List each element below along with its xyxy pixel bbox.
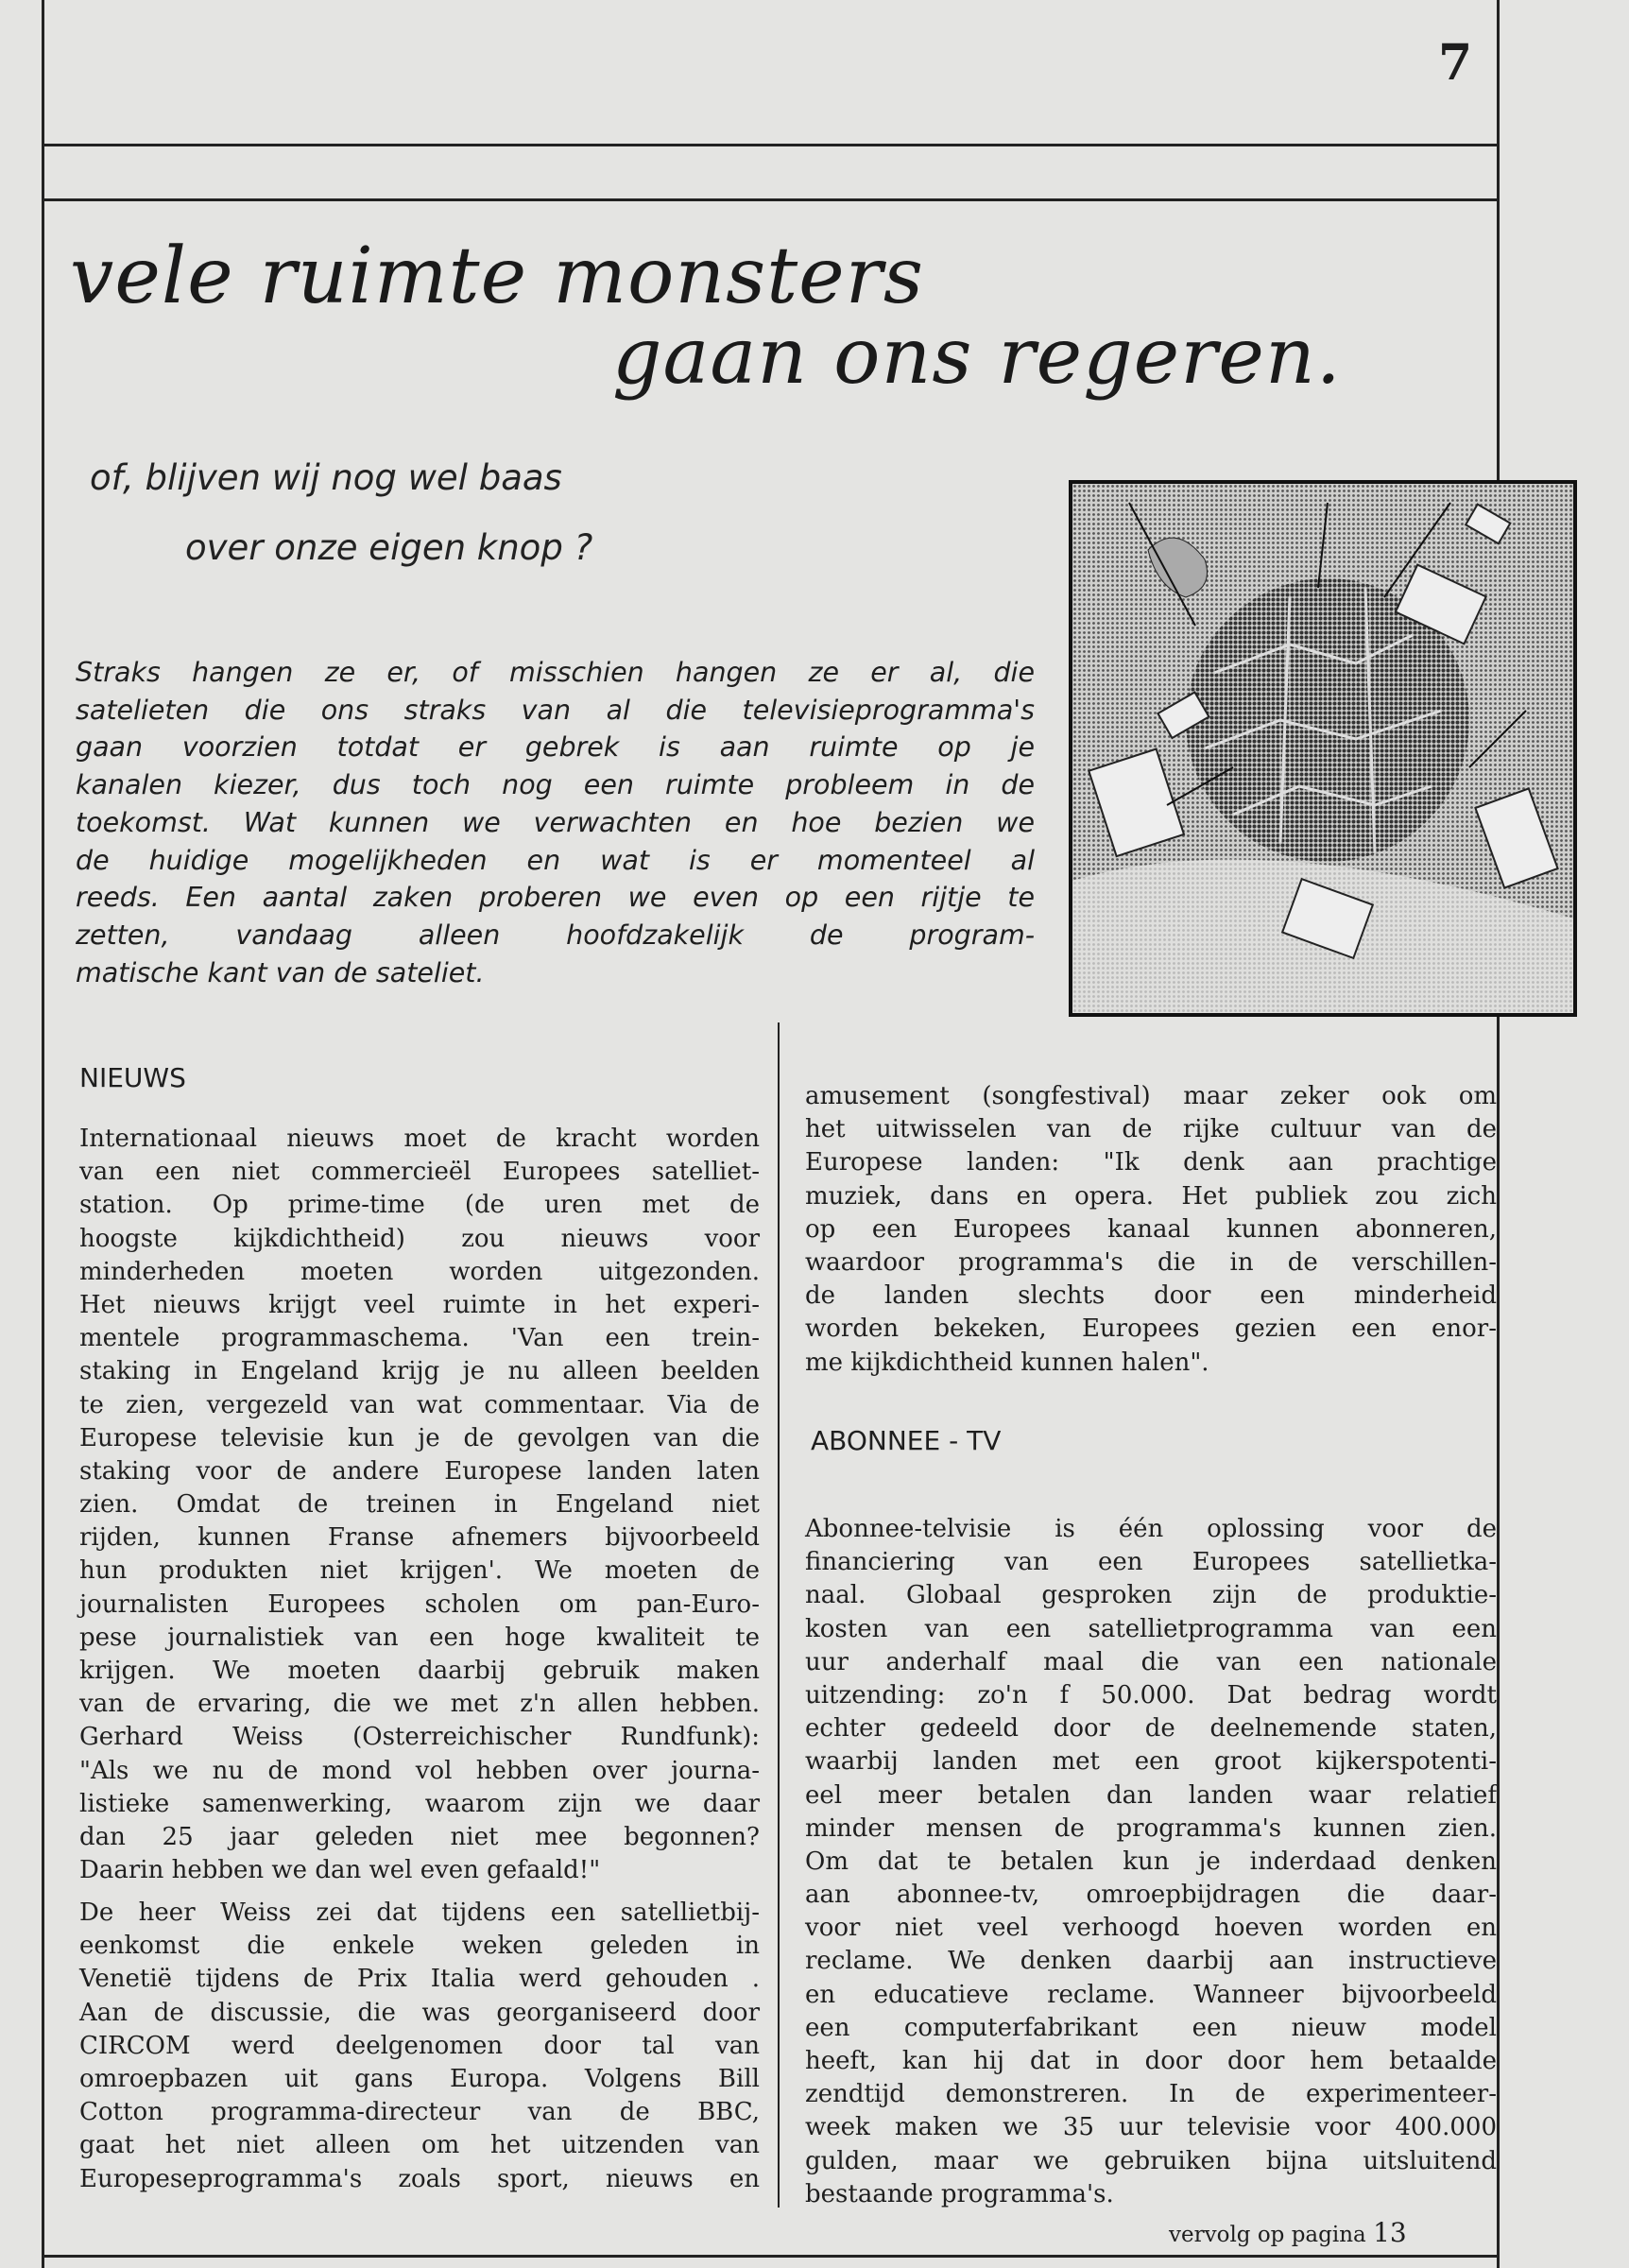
subtitle-line-2: over onze eigen knop ?: [185, 527, 593, 568]
text-line: de landen slechts door een minderheid: [805, 1281, 1497, 1311]
text-line: een computerfabrikant een nieuw model: [805, 2013, 1497, 2042]
text-line: op een Europees kanaal kunnen abonneren,: [805, 1214, 1497, 1244]
text-line: voor niet veel verhoogd hoeven worden en: [805, 1914, 1497, 1943]
continued-label: vervolg op pagina: [1169, 2223, 1366, 2247]
text-line: Europeseprogramma's zoals sport, nieuws en: [79, 2164, 760, 2193]
text-line: naal. Globaal gesproken zijn de produktie-: [805, 1581, 1497, 1610]
text-line: kosten van een satellietprogramma van een: [805, 1614, 1497, 1643]
header-rule-bottom: [42, 198, 1500, 201]
text-line: het uitwisselen van de rijke cultuur van de: [805, 1115, 1497, 1144]
text-line: satelieten die ons straks van al die televisieprogramma's: [76, 694, 1035, 726]
text-line: week maken we 35 uur televisie voor 400.000: [805, 2113, 1497, 2142]
text-line: De heer Weiss zei dat tijdens een satellietbij-: [79, 1899, 760, 1927]
page-border-bottom: [42, 2255, 1500, 2258]
text-line: listieke samenwerking, waarom zijn we daar: [79, 1789, 760, 1818]
continued-note: [1169, 2217, 1407, 2248]
text-line: amusement (songfestival) maar zeker ook om: [805, 1082, 1497, 1110]
text-line: de huidige mogelijkheden en wat is er momenteel al: [76, 844, 1035, 876]
text-line: Cotton programma-directeur van de BBC,: [79, 2098, 760, 2127]
headline-line-1: vele ruimte monsters: [70, 232, 924, 321]
text-line: station. Op prime-time (de uren met de: [79, 1191, 760, 1220]
text-line: rijden, kunnen Franse afnemers bijvoorbeeld: [79, 1523, 760, 1553]
text-line: en educatieve reclame. Wanneer bijvoorbeeld: [805, 1980, 1497, 2009]
text-line: uur anderhalf maal die van een nationale: [805, 1647, 1497, 1676]
text-line: gaat het niet alleen om het uitzenden van: [79, 2131, 760, 2160]
page-border-right: [1497, 0, 1500, 2268]
text-line: waardoor programma's die in de verschillen-: [805, 1247, 1497, 1277]
page-border-left: [42, 0, 44, 2268]
text-line: CIRCOM werd deelgenomen door tal van: [79, 2031, 760, 2060]
text-line: krijgen. We moeten daarbij gebruik maken: [79, 1657, 760, 1685]
text-line: staking in Engeland krijg je nu alleen beelden: [79, 1357, 760, 1386]
text-line: mentele programmaschema. 'Van een trein-: [79, 1324, 760, 1353]
text-line: toekomst. Wat kunnen we verwachten en hoe bezien we: [76, 806, 1035, 838]
text-line: Aan de discussie, die was georganiseerd door: [79, 1998, 760, 2027]
text-line: Gerhard Weiss (Osterreichischer Rundfunk):: [79, 1723, 760, 1752]
text-line: heeft, kan hij dat in door door hem betaalde: [805, 2047, 1497, 2075]
text-line: staking voor de andere Europese landen laten: [79, 1456, 760, 1486]
text-line: van de ervaring, die we met z'n allen hebben.: [79, 1690, 760, 1719]
text-line: "Als we nu de mond vol hebben over journa-: [79, 1756, 760, 1785]
text-line: Europese televisie kun je de gevolgen van die: [79, 1423, 760, 1452]
text-line: worden bekeken, Europees gezien een enor-: [805, 1314, 1497, 1344]
text-line: zendtijd demonstreren. In de experimenteer-: [805, 2080, 1497, 2109]
text-line: uitzending: zo'n f 50.000. Dat bedrag wordt: [805, 1680, 1497, 1710]
text-line: muziek, dans en opera. Het publiek zou zich: [805, 1181, 1497, 1211]
text-line: dan 25 jaar geleden niet mee begonnen?: [79, 1822, 760, 1851]
satellite-illustration: [1069, 480, 1577, 1017]
text-line: Om dat te betalen kun je inderdaad denken: [805, 1847, 1497, 1876]
text-line: minderheden moeten worden uitgezonden.: [79, 1257, 760, 1286]
abonnee-paragraph: [805, 1513, 1497, 2211]
text-line: me kijkdichtheid kunnen halen".: [805, 1348, 1209, 1377]
text-line: matische kant van de sateliet.: [76, 956, 485, 988]
section-heading-abonnee-tv: ABONNEE - TV: [811, 1425, 1002, 1456]
text-line: waarbij landen met een groot kijkerspotenti-: [805, 1747, 1497, 1777]
text-line: aan abonnee-tv, omroepbijdragen die daar-: [805, 1881, 1497, 1910]
text-line: minder mensen de programma's kunnen zien.: [805, 1813, 1497, 1843]
text-line: te zien, vergezeld van wat commentaar. Via de: [79, 1390, 760, 1419]
satellite-globe-icon: [1072, 484, 1573, 1013]
text-line: Straks hangen ze er, of misschien hangen ze er al, die: [76, 657, 1035, 688]
subtitle-line-1: of, blijven wij nog wel baas: [90, 457, 562, 498]
text-line: eel meer betalen dan landen waar relatief: [805, 1780, 1497, 1810]
text-line: Internationaal nieuws moet de kracht worden: [79, 1125, 760, 1153]
nieuws-paragraph-3: [805, 1080, 1497, 1380]
section-heading-nieuws: NIEUWS: [79, 1062, 186, 1093]
text-line: reeds. Een aantal zaken proberen we even op een rijtje te: [76, 882, 1035, 914]
column-divider: [778, 1022, 780, 2208]
text-line: Daarin hebben we dan wel even gefaald!": [79, 1856, 601, 1885]
intro-paragraph: [76, 654, 1035, 991]
headline-line-2: gaan ons regeren.: [612, 312, 1342, 402]
text-line: zien. Omdat de treinen in Engeland niet: [79, 1490, 760, 1520]
text-line: Het nieuws krijgt veel ruimte in het experi-: [79, 1290, 760, 1319]
header-rule-top: [42, 144, 1500, 146]
text-line: Venetië tijdens de Prix Italia werd gehouden .: [79, 1965, 760, 1994]
text-line: gulden, maar we gebruiken bijna uitsluitend: [805, 2146, 1497, 2175]
text-line: Abonnee-telvisie is één oplossing voor de: [805, 1515, 1497, 1543]
text-line: zetten, vandaag alleen hoofdzakelijk de program-: [76, 919, 1035, 951]
text-line: journalisten Europees scholen om pan-Euro-: [79, 1589, 760, 1619]
text-line: gaan voorzien totdat er gebrek is aan ruimte op je: [76, 731, 1035, 764]
text-line: financiering van een Europees satellietka-: [805, 1548, 1497, 1577]
text-line: hoogste kijkdichtheid) zou nieuws voor: [79, 1224, 760, 1253]
text-line: Europese landen: "Ik denk aan prachtige: [805, 1148, 1497, 1177]
text-line: bestaande programma's.: [805, 2179, 1114, 2208]
text-line: kanalen kiezer, dus toch nog een ruimte probleem in de: [76, 769, 1035, 801]
text-line: eenkomst die enkele weken geleden in: [79, 1932, 760, 1961]
text-line: pese journalistiek van een hoge kwaliteit te: [79, 1623, 760, 1652]
nieuws-paragraph-1: [79, 1123, 760, 1887]
page-number: 7: [1438, 34, 1473, 92]
text-line: reclame. We denken daarbij aan instructieve: [805, 1947, 1497, 1976]
text-line: hun produkten niet krijgen'. We moeten de: [79, 1556, 760, 1586]
text-line: omroepbazen uit gans Europa. Volgens Bill: [79, 2064, 760, 2093]
continued-page: 13: [1373, 2217, 1407, 2248]
text-line: echter gedeeld door de deelnemende staten,: [805, 1714, 1497, 1744]
text-line: van een niet commercieël Europees satelliet-: [79, 1158, 760, 1187]
nieuws-paragraph-2: [79, 1897, 760, 2196]
